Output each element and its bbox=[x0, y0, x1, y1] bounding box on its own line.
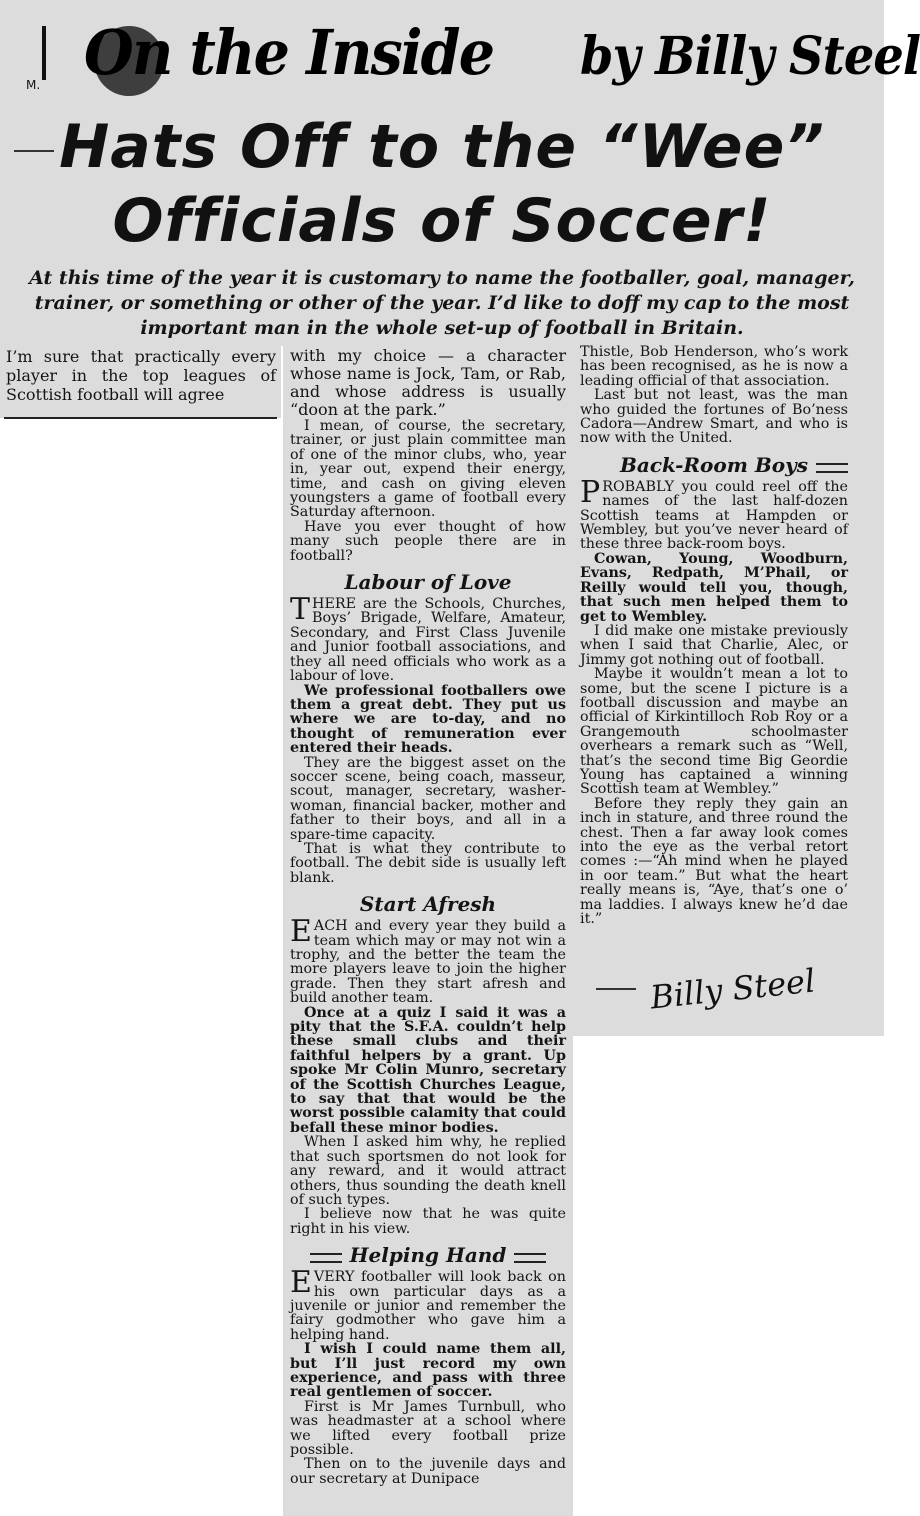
subheading-rule bbox=[514, 1253, 546, 1263]
masthead-title: On the Inside bbox=[84, 16, 494, 89]
paragraph: PROBABLY you could reel off the names of the last half-dozen Scottish teams at Hampden or Wembley, but you’ve never heard of these three back-room boys. bbox=[580, 474, 848, 553]
subheading-start-afresh: Start Afresh bbox=[359, 892, 497, 917]
signature: Billy Steel bbox=[648, 961, 817, 1017]
paragraph: We professional footballers owe them a great debt. They put us where we are to-day, and no thought of remuneration ever entered their heads. bbox=[290, 682, 566, 757]
paragraph: Before they reply they gain an inch in stature, and three round the chest. Then a far away look comes into the eye as the verbal retort comes :—“Ah mind when he played in oor team.” But what the heart really means is, “Aye, that’s one o’ ma laddies. I always knew he’d dae it.” bbox=[580, 795, 848, 928]
column-rule bbox=[4, 417, 277, 419]
paragraph: Then on to the juvenile days and our secretary at Dunipace bbox=[290, 1456, 566, 1487]
paragraph: I wish I could name them all, but I’ll just record my own experience, and pass with three real gentlemen of soccer. bbox=[290, 1341, 566, 1401]
drop-cap: T bbox=[290, 592, 311, 628]
paragraph: Have you ever thought of how many such people there are in football? bbox=[290, 518, 566, 564]
masthead-caption: M. bbox=[26, 78, 41, 92]
drop-cap: P bbox=[580, 474, 601, 510]
paragraph: Cowan, Young, Woodburn, Evans, Redpath, M’Phail, or Reilly would tell you, though, that such men helped them to get to Wembley. bbox=[580, 550, 848, 625]
paragraph: with my choice — a character whose name is Jock, Tam, or Rab, and whose address is usually “doon at the park.” bbox=[290, 346, 566, 419]
signature-dash bbox=[596, 988, 636, 990]
paragraph: I mean, of course, the secretary, trainer, or just plain committee man of one of the minor clubs, who, year in, year out, expend their energy, time, and cash on giving eleven youngsters a game of football every Saturday afternoon. bbox=[290, 418, 566, 521]
subheading-wrap bbox=[580, 454, 848, 476]
column-2 bbox=[290, 347, 566, 1486]
paragraph: THERE are the Schools, Churches, Boys’ Brigade, Welfare, Amateur, Secondary, and First Class Juvenile and Junior football associations, and they all need officials who work as a labour of love. bbox=[290, 592, 566, 685]
paragraph: Maybe it wouldn’t mean a lot to some, but the scene I picture is a football discussion and maybe an official of Kirkintilloch Rob Roy or a Grangemouth schoolmaster overhears a remark such as “Well, that’s the second time Big Geordie Young has captained a winning Scottish team at Wembley.” bbox=[580, 666, 848, 798]
paragraph: EVERY footballer will look back on his own particular days as a juvenile or junior and remember the fairy godmother who gave him a helping hand. bbox=[290, 1265, 566, 1343]
column-1 bbox=[6, 347, 276, 404]
paragraph: When I asked him why, he replied that such sportsmen do not look for any reward, and it would attract others, thus sounding the death knell of such types. bbox=[290, 1134, 566, 1208]
paragraph: I did make one mistake previously when I said that Charlie, Alec, or Jimmy got nothing out of football. bbox=[580, 622, 848, 668]
paragraph: They are the biggest asset on the soccer scene, being coach, masseur, scout, manager, secretary, washer-woman, financial backer, mother and father to their boys, and all in a spare-time capacity. bbox=[290, 754, 566, 843]
subheading-helping-hand: Helping Hand bbox=[349, 1243, 507, 1268]
paragraph: Once at a quiz I said it was a pity that the S.F.A. couldn’t help these small clubs and their faithful helpers by a grant. Up spoke Mr Colin Munro, secretary of the Scottish Churches League, to say that that would be the worst possible calamity that could befall these minor bodies. bbox=[290, 1004, 566, 1136]
headline-line-1: Hats Off to the “Wee” bbox=[59, 112, 825, 182]
paragraph: EACH and every year they build a team which may or may not win a trophy, and the better the team the more players leave to join the higher grade. Then they start afresh and build another team. bbox=[290, 914, 566, 1007]
paragraph: Thistle, Bob Henderson, who’s work has been recognised, as he is now a leading official of that association. bbox=[580, 344, 848, 389]
paragraph: First is Mr James Turnbull, who was headmaster at a school where we lifted every football prize possible. bbox=[290, 1398, 566, 1458]
subheading-wrap bbox=[290, 1244, 566, 1266]
subheading-rule bbox=[310, 1253, 342, 1263]
paragraph: I believe now that he was quite right in his view. bbox=[290, 1206, 566, 1237]
column-3 bbox=[580, 345, 848, 926]
drop-cap: E bbox=[290, 1265, 312, 1301]
subheading-back-room-boys: Back-Room Boys bbox=[620, 452, 808, 477]
masthead bbox=[20, 8, 920, 98]
subheading-labour-of-love: Labour of Love bbox=[344, 570, 512, 595]
subheading-rule bbox=[816, 463, 848, 473]
headline-line-2: Officials of Soccer! bbox=[112, 186, 772, 256]
standfirst: At this time of the year it is customary to name the footballer, goal, manager, trainer, or something or other of the year. I’d like to doff my cap to the most important man in the whole set-up of football in Britain. bbox=[29, 267, 855, 339]
paragraph: That is what they contribute to football. The debit side is usually left blank. bbox=[290, 840, 566, 886]
masthead-byline: by Billy Steel bbox=[580, 26, 920, 87]
masthead-rule bbox=[42, 26, 46, 80]
paragraph: I’m sure that practically every player in the top leagues of Scottish football will agree bbox=[6, 347, 276, 404]
drop-cap: E bbox=[290, 914, 312, 950]
paragraph: Last but not least, was the man who guided the fortunes of Bo’ness Cadora—Andrew Smart, and who is now with the United. bbox=[580, 387, 848, 447]
